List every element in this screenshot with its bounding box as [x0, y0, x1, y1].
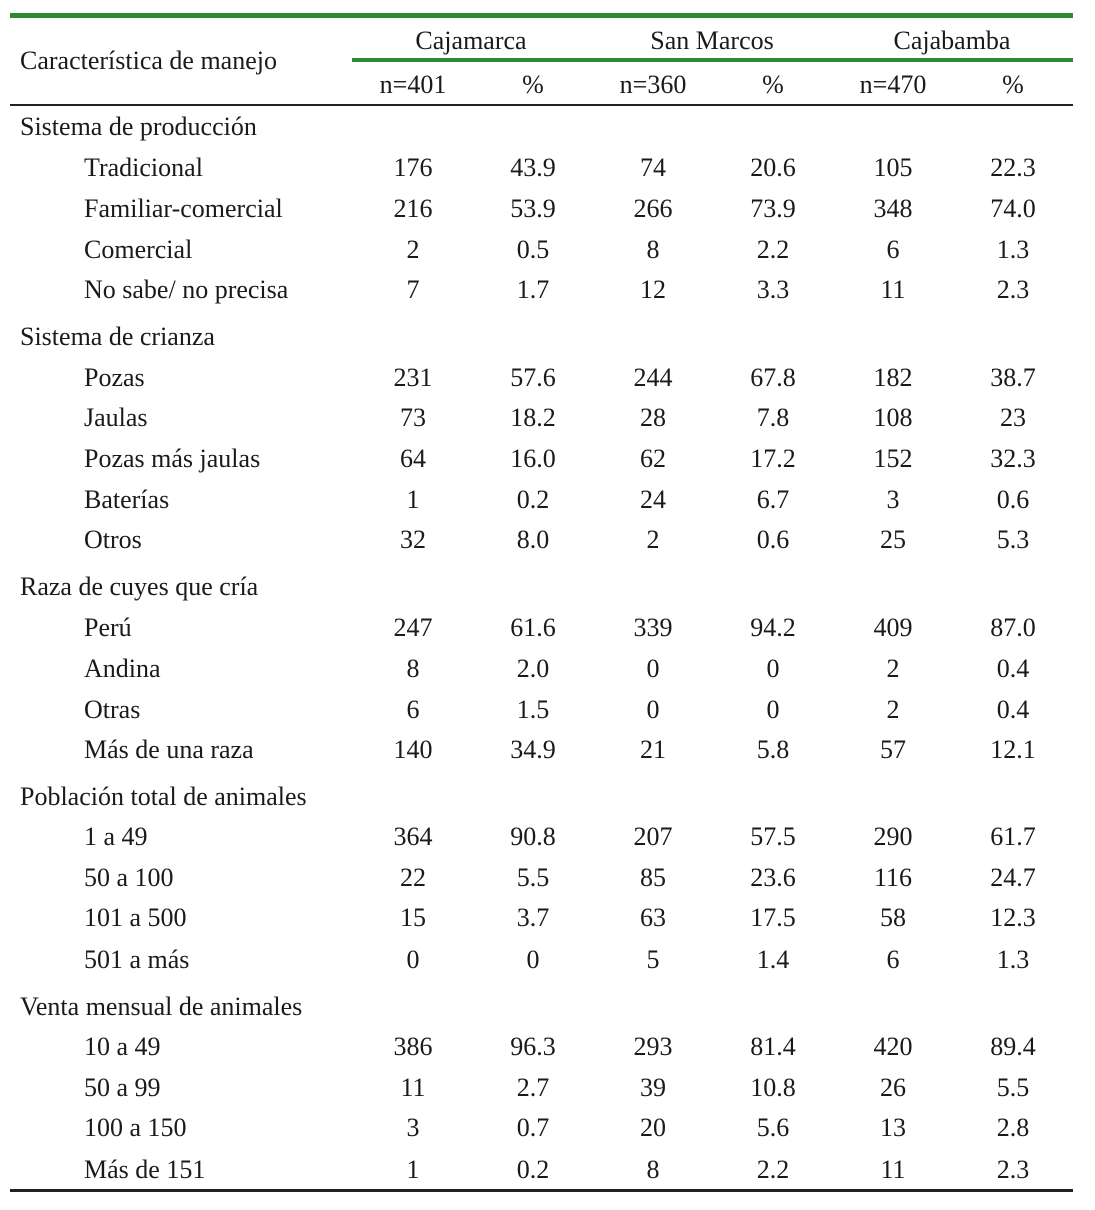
percent-cell: 5.6 — [756, 1113, 790, 1142]
percent-cell: 43.9 — [510, 153, 556, 182]
header-bottom-rule — [10, 104, 1073, 106]
percent-cell: 5.5 — [996, 1073, 1030, 1102]
percent-cell: 5.3 — [996, 525, 1030, 554]
row-label: Más de 151 — [84, 1155, 206, 1184]
count-cell: 13 — [880, 1113, 906, 1142]
count-cell: 73 — [400, 403, 426, 432]
section-title: Sistema de crianza — [20, 322, 215, 351]
count-cell: 231 — [393, 363, 433, 392]
percent-cell: 32.3 — [990, 444, 1036, 473]
count-cell: 364 — [393, 822, 433, 851]
count-cell: 386 — [393, 1032, 433, 1061]
percent-cell: 12.3 — [990, 903, 1036, 932]
count-cell: 74 — [640, 153, 666, 182]
count-cell: 244 — [633, 363, 673, 392]
row-label: 101 a 500 — [84, 903, 187, 932]
count-cell: 22 — [400, 863, 426, 892]
percent-cell: 23 — [1000, 403, 1026, 432]
percent-cell: 2.8 — [996, 1113, 1030, 1142]
count-cell: 63 — [640, 903, 666, 932]
percent-cell: 0.7 — [516, 1113, 550, 1142]
table-bottom-rule — [10, 1189, 1073, 1192]
count-cell: 182 — [873, 363, 913, 392]
count-cell: 11 — [880, 1155, 906, 1184]
count-cell: 11 — [400, 1073, 426, 1102]
count-cell: 1 — [406, 485, 420, 514]
table-top-rule — [10, 13, 1073, 18]
count-cell: 26 — [880, 1073, 906, 1102]
percent-cell: 38.7 — [990, 363, 1036, 392]
count-cell: 7 — [406, 275, 420, 304]
percent-cell: 0 — [526, 945, 540, 974]
subheader-n-san-marcos: n=360 — [619, 70, 687, 99]
percent-cell: 0 — [766, 695, 780, 724]
row-label: Otros — [84, 525, 142, 554]
percent-cell: 34.9 — [510, 735, 556, 764]
count-cell: 5 — [646, 945, 660, 974]
percent-cell: 23.6 — [750, 863, 796, 892]
count-cell: 247 — [393, 613, 433, 642]
row-label: 50 a 100 — [84, 863, 174, 892]
percent-cell: 57.6 — [510, 363, 556, 392]
count-cell: 6 — [406, 695, 420, 724]
row-label: Andina — [84, 654, 161, 683]
percent-cell: 5.5 — [516, 863, 550, 892]
row-label: Pozas más jaulas — [84, 444, 261, 473]
section-title: Sistema de producción — [20, 112, 257, 141]
percent-cell: 2.0 — [516, 654, 550, 683]
count-cell: 6 — [886, 945, 900, 974]
count-cell: 420 — [873, 1032, 913, 1061]
count-cell: 216 — [393, 194, 433, 223]
percent-cell: 0.6 — [756, 525, 790, 554]
count-cell: 57 — [880, 735, 906, 764]
row-label: Pozas — [84, 363, 145, 392]
percent-cell: 1.7 — [516, 275, 550, 304]
count-cell: 8 — [646, 235, 660, 264]
row-label: Perú — [84, 613, 132, 642]
row-label: 100 a 150 — [84, 1113, 187, 1142]
count-cell: 140 — [393, 735, 433, 764]
percent-cell: 17.2 — [750, 444, 796, 473]
region-header-cajamarca: Cajamarca — [415, 26, 527, 55]
count-cell: 3 — [886, 485, 900, 514]
percent-cell: 0.4 — [996, 654, 1030, 683]
count-cell: 0 — [646, 654, 660, 683]
count-cell: 290 — [873, 822, 913, 851]
subheader-pct-cajabamba: % — [1002, 70, 1024, 99]
percent-cell: 0.4 — [996, 695, 1030, 724]
percent-cell: 12.1 — [990, 735, 1036, 764]
percent-cell: 89.4 — [990, 1032, 1036, 1061]
row-label: Tradicional — [84, 153, 203, 182]
subheader-pct-san-marcos: % — [762, 70, 784, 99]
count-cell: 116 — [873, 863, 913, 892]
count-cell: 0 — [646, 695, 660, 724]
row-label: Familiar-comercial — [84, 194, 283, 223]
percent-cell: 22.3 — [990, 153, 1036, 182]
percent-cell: 1.3 — [996, 235, 1030, 264]
percent-cell: 1.3 — [996, 945, 1030, 974]
percent-cell: 0 — [766, 654, 780, 683]
count-cell: 207 — [633, 822, 673, 851]
percent-cell: 94.2 — [750, 613, 796, 642]
count-cell: 28 — [640, 403, 666, 432]
percent-cell: 53.9 — [510, 194, 556, 223]
row-label: Jaulas — [84, 403, 148, 432]
region-header-san-marcos: San Marcos — [650, 26, 774, 55]
count-cell: 85 — [640, 863, 666, 892]
section-title: Raza de cuyes que cría — [20, 572, 259, 601]
count-cell: 266 — [633, 194, 673, 223]
count-cell: 24 — [640, 485, 666, 514]
region-header-rule — [352, 58, 1073, 62]
percent-cell: 0.6 — [996, 485, 1030, 514]
count-cell: 409 — [873, 613, 913, 642]
count-cell: 293 — [633, 1032, 673, 1061]
count-cell: 62 — [640, 444, 666, 473]
percent-cell: 2.7 — [516, 1073, 550, 1102]
count-cell: 6 — [886, 235, 900, 264]
count-cell: 105 — [873, 153, 913, 182]
count-cell: 176 — [393, 153, 433, 182]
percent-cell: 20.6 — [750, 153, 796, 182]
count-cell: 20 — [640, 1113, 666, 1142]
count-cell: 21 — [640, 735, 666, 764]
percent-cell: 0.2 — [516, 1155, 550, 1184]
count-cell: 64 — [400, 444, 426, 473]
percent-cell: 0.2 — [516, 485, 550, 514]
percent-cell: 57.5 — [750, 822, 796, 851]
percent-cell: 0.5 — [516, 235, 550, 264]
count-cell: 3 — [406, 1113, 420, 1142]
count-cell: 152 — [873, 444, 913, 473]
subheader-n-cajabamba: n=470 — [859, 70, 927, 99]
subheader-n-cajamarca: n=401 — [379, 70, 447, 99]
percent-cell: 16.0 — [510, 444, 556, 473]
count-cell: 348 — [873, 194, 913, 223]
percent-cell: 10.8 — [750, 1073, 796, 1102]
percent-cell: 61.6 — [510, 613, 556, 642]
percent-cell: 96.3 — [510, 1032, 556, 1061]
column-header-characteristic: Característica de manejo — [20, 46, 277, 75]
row-label: Más de una raza — [84, 735, 254, 764]
count-cell: 2 — [886, 654, 900, 683]
percent-cell: 3.3 — [756, 275, 790, 304]
percent-cell: 74.0 — [990, 194, 1036, 223]
count-cell: 12 — [640, 275, 666, 304]
row-label: 50 a 99 — [84, 1073, 161, 1102]
row-label: 10 a 49 — [84, 1032, 161, 1061]
percent-cell: 24.7 — [990, 863, 1036, 892]
percent-cell: 3.7 — [516, 903, 550, 932]
row-label: No sabe/ no precisa — [84, 275, 289, 304]
count-cell: 25 — [880, 525, 906, 554]
row-label: 1 a 49 — [84, 822, 148, 851]
percent-cell: 73.9 — [750, 194, 796, 223]
count-cell: 2 — [646, 525, 660, 554]
section-title: Venta mensual de animales — [20, 992, 303, 1021]
subheader-pct-cajamarca: % — [522, 70, 544, 99]
count-cell: 2 — [886, 695, 900, 724]
row-label: Otras — [84, 695, 141, 724]
percent-cell: 17.5 — [750, 903, 796, 932]
row-label: 501 a más — [84, 945, 190, 974]
percent-cell: 8.0 — [516, 525, 550, 554]
percent-cell: 61.7 — [990, 822, 1036, 851]
count-cell: 1 — [406, 1155, 420, 1184]
percent-cell: 6.7 — [756, 485, 790, 514]
count-cell: 8 — [646, 1155, 660, 1184]
percent-cell: 87.0 — [990, 613, 1036, 642]
percent-cell: 81.4 — [750, 1032, 796, 1061]
percent-cell: 2.3 — [996, 1155, 1030, 1184]
percent-cell: 90.8 — [510, 822, 556, 851]
percent-cell: 1.5 — [516, 695, 550, 724]
count-cell: 339 — [633, 613, 673, 642]
region-header-cajabamba: Cajabamba — [893, 26, 1011, 55]
percent-cell: 5.8 — [756, 735, 790, 764]
count-cell: 8 — [406, 654, 420, 683]
percent-cell: 2.2 — [756, 235, 790, 264]
section-title: Población total de animales — [20, 782, 307, 811]
count-cell: 15 — [400, 903, 426, 932]
percent-cell: 67.8 — [750, 363, 796, 392]
count-cell: 2 — [406, 235, 420, 264]
percent-cell: 18.2 — [510, 403, 556, 432]
percent-cell: 2.3 — [996, 275, 1030, 304]
percent-cell: 2.2 — [756, 1155, 790, 1184]
row-label: Comercial — [84, 235, 193, 264]
row-label: Baterías — [84, 485, 170, 514]
count-cell: 32 — [400, 525, 426, 554]
count-cell: 0 — [406, 945, 420, 974]
count-cell: 108 — [873, 403, 913, 432]
count-cell: 11 — [880, 275, 906, 304]
count-cell: 58 — [880, 903, 906, 932]
percent-cell: 1.4 — [756, 945, 790, 974]
count-cell: 39 — [640, 1073, 666, 1102]
percent-cell: 7.8 — [756, 403, 790, 432]
